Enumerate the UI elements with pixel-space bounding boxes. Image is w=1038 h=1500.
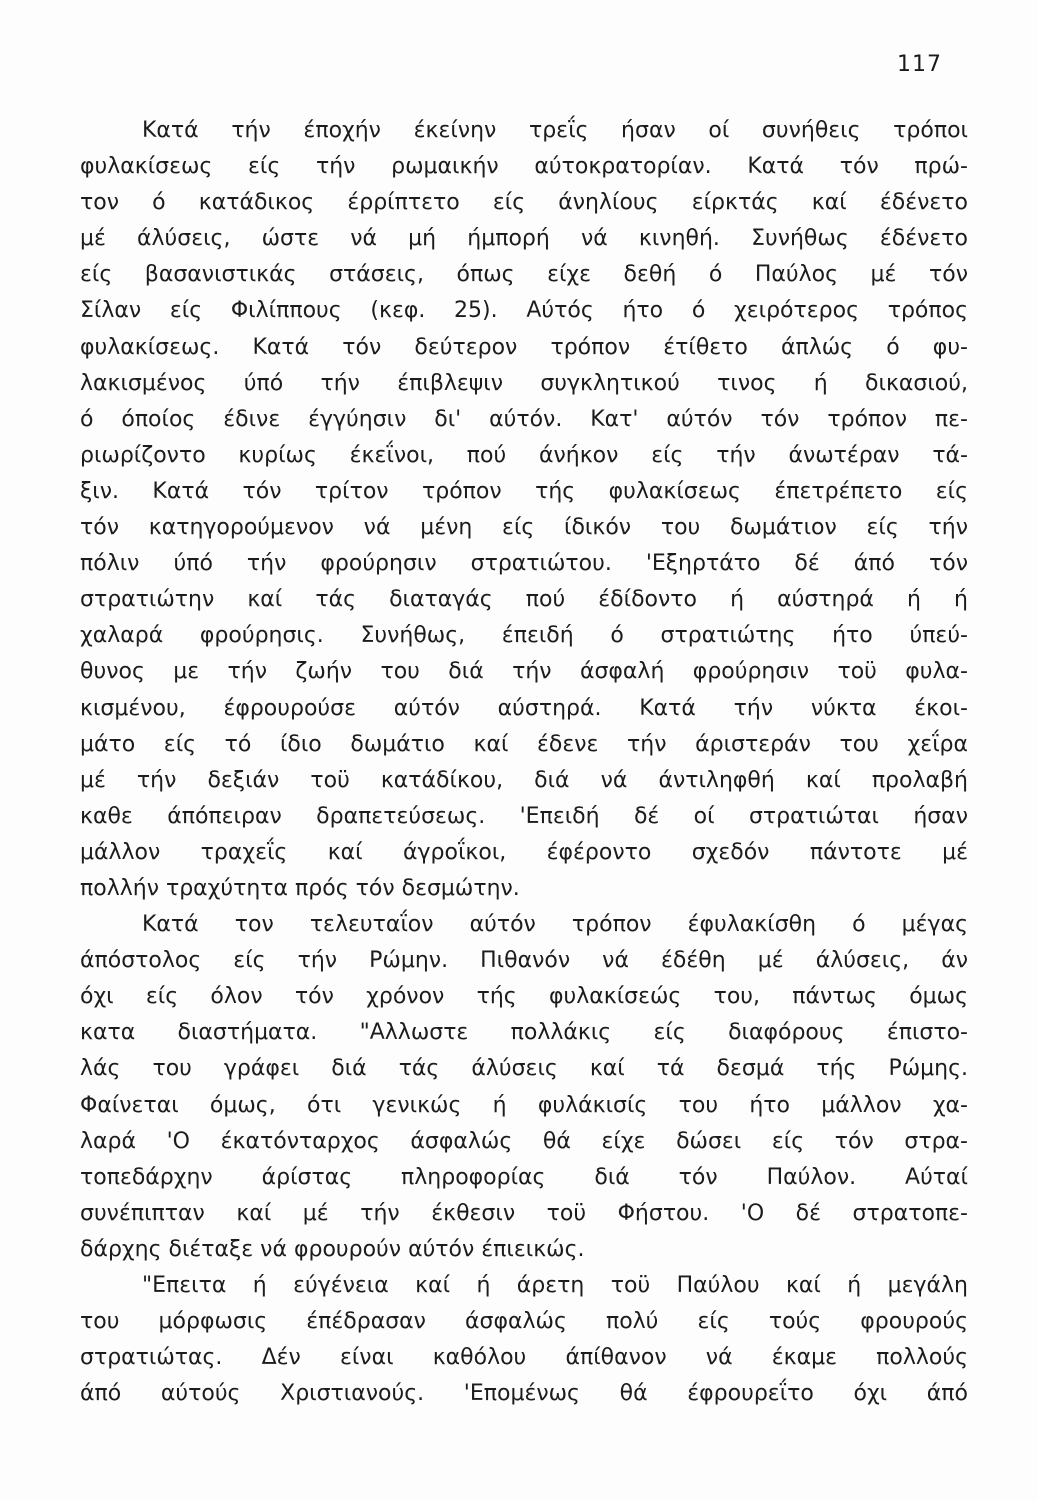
text-line: μάλλον τραχεΐς καί άγροΐκοι, έφέροντο σχεδόν πάντοτε μέ [80, 839, 968, 865]
text-line: μέ άλύσεις, ώστε νά μή ήμπορή νά κινηθή. Συνήθως έδένετο [80, 226, 968, 252]
text-line: συνέπιπταν καί μέ τήν έκθεσιν τοϋ Φήστου. 'Ο δέ στρατοπε- [80, 1200, 968, 1226]
text-line: κισμένου, έφρουρούσε αύτόν αύστηρά. Κατά τήν νύκτα έκοι- [80, 695, 968, 721]
text-line: λακισμένος ύπό τήν έπιβλεψιν συγκλητικού τινος ή δικασιού, [80, 370, 968, 396]
text-line: άπό αύτούς Χριστιανούς. 'Επομένως θά έφρουρεΐτο όχι άπό [80, 1381, 968, 1407]
text-line: τοπεδάρχην άρίστας πληροφορίας διά τόν Παύλον. Αύταί [80, 1164, 968, 1190]
text-line: μέ τήν δεξιάν τοϋ κατάδίκου, διά νά άντιληφθή καί προλαβή [80, 767, 968, 793]
text-line: φυλακίσεως είς τήν ρωμαικήν αύτοκρατορίαν. Κατά τόν πρώ- [80, 154, 968, 180]
text-line: πολλήν τραχύτητα πρός τόν δεσμώτην. [80, 875, 520, 901]
text-line: χαλαρά φρούρησις. Συνήθως, έπειδή ό στρατιώτης ήτο ύπεύ- [80, 623, 968, 649]
text-line: λαρά 'Ο έκατόνταρχος άσφαλώς θά είχε δώσει είς τόν στρα- [80, 1128, 968, 1154]
text-line: καθε άπόπειραν δραπετεύσεως. 'Επειδή δέ οί στρατιώται ήσαν [80, 803, 968, 829]
text-line: ριωρίζοντο κυρίως έκεΐνοι, πού άνήκον είς τήν άνωτέραν τά- [80, 442, 968, 468]
text-line: τόν κατηγορούμενον νά μένη είς ίδικόν του δωμάτιον είς τήν [80, 515, 968, 541]
text-line: όχι είς όλον τόν χρόνον τής φυλακίσεώς του, πάντως όμως [80, 984, 968, 1010]
text-line: μάτο είς τό ίδιο δωμάτιο καί έδενε τήν άριστεράν του χεΐρα [80, 731, 968, 757]
text-line: λάς του γράφει διά τάς άλύσεις καί τά δεσμά τής Ρώμης. [80, 1056, 968, 1082]
text-line: είς βασανιστικάς στάσεις, όπως είχε δεθή ό Παύλος μέ τόν [80, 262, 968, 288]
text-line: στρατιώτας. Δέν είναι καθόλου άπίθανον νά έκαμε πολλούς [80, 1345, 968, 1371]
text-line: κατα διαστήματα. "Αλλωστε πολλάκις είς διαφόρους έπιστο- [80, 1020, 968, 1046]
text-line: τον ό κατάδικος έρρίπτετο είς άνηλίους είρκτάς καί έδένετο [80, 190, 968, 216]
text-line: ό όποίος έδινε έγγύησιν δι' αύτόν. Κατ' αύτόν τόν τρόπον πε- [80, 406, 968, 432]
text-line: "Επειτα ή εύγένεια καί ή άρετη τοϋ Παύλου καί ή μεγάλη [142, 1273, 968, 1298]
text-line: πόλιν ύπό τήν φρούρησιν στρατιώτου. 'Εξηρτάτο δέ άπό τόν [80, 551, 968, 577]
body-text [80, 113, 968, 1412]
page-number: 117 [897, 52, 942, 77]
text-line: στρατιώτην καί τάς διαταγάς πού έδίδοντο ή αύστηρά ή ή [80, 587, 968, 613]
text-line: Κατά τον τελευταΐον αύτόν τρόπον έφυλακίσθη ό μέγας [142, 912, 968, 938]
text-line: Φαίνεται όμως, ότι γενικώς ή φυλάκισίς του ήτο μάλλον χα- [80, 1092, 968, 1118]
text-line: δάρχης διέταξε νά φρουρούν αύτόν έπιεικώς. [80, 1236, 585, 1262]
text-line: Σίλαν είς Φιλίππους (κεφ. 25). Αύτός ήτο ό χειρότερος τρόπος [80, 298, 968, 324]
text-line: θυνος με τήν ζωήν του διά τήν άσφαλή φρούρησιν τοϋ φυλα- [80, 659, 968, 685]
text-line: φυλακίσεως. Κατά τόν δεύτερον τρόπον έτίθετο άπλώς ό φυ- [80, 334, 968, 360]
text-line: Κατά τήν έποχήν έκείνην τρεΐς ήσαν οί συνήθεις τρόποι [142, 118, 968, 143]
text-line: του μόρφωσις έπέδρασαν άσφαλώς πολύ είς τούς φρουρούς [80, 1309, 968, 1335]
text-line: άπόστολος είς τήν Ρώμην. Πιθανόν νά έδέθη μέ άλύσεις, άν [80, 948, 968, 974]
text-line: ξιν. Κατά τόν τρίτον τρόπον τής φυλακίσεως έπετρέπετο είς [80, 478, 968, 504]
